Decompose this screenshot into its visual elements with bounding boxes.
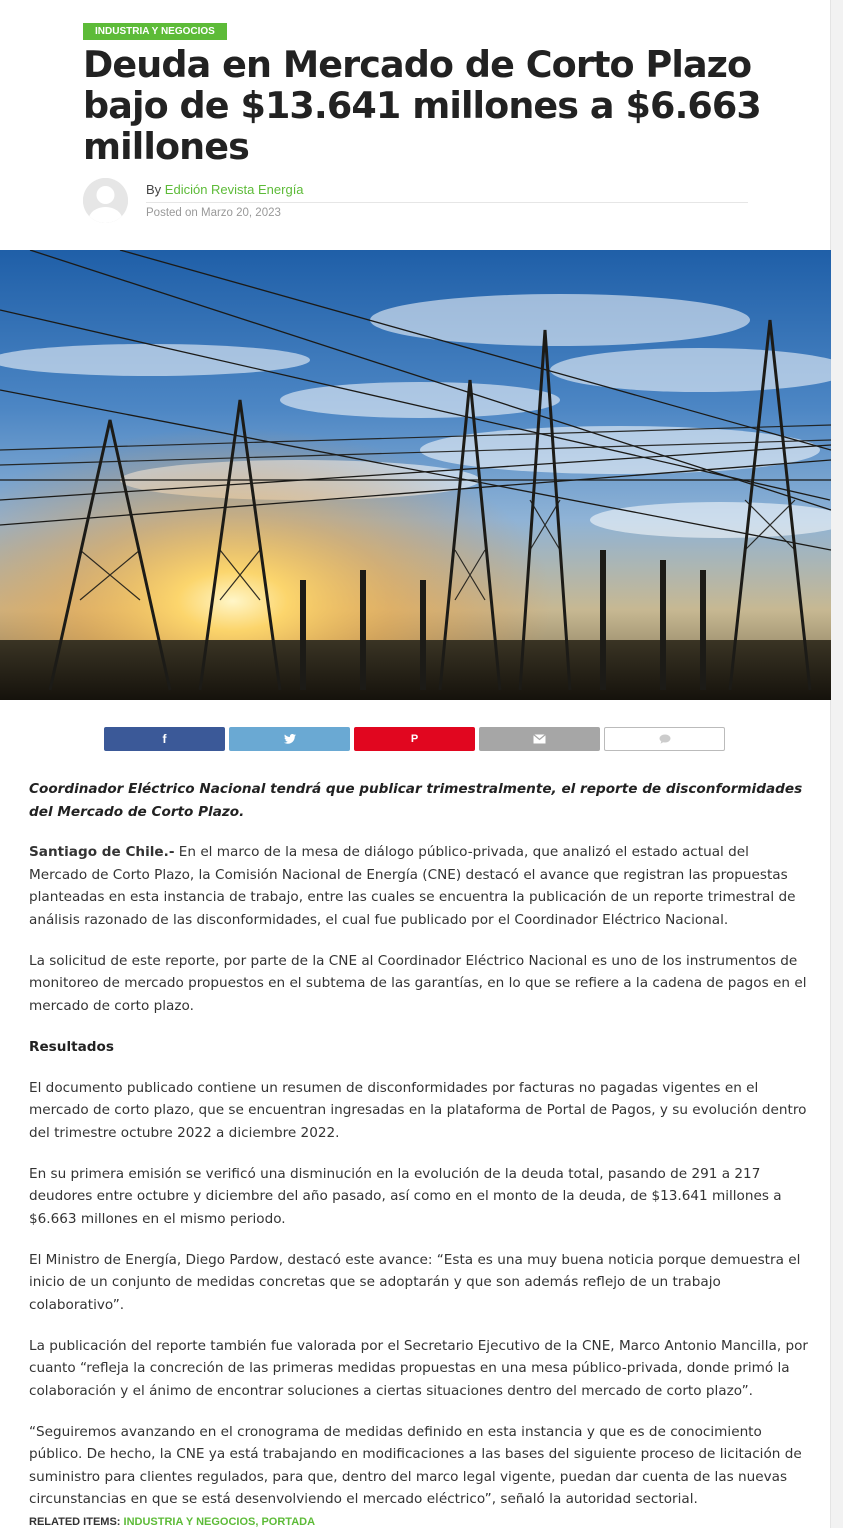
dateline: Santiago de Chile.- — [29, 844, 175, 860]
comment-icon — [659, 734, 671, 744]
article-paragraph: El documento publicado contiene un resumen de disconformidades por facturas no pagadas vigentes en el mercado de corto plazo, que se encuentran ingresadas en la plataforma de Portal de Pagos, y su evolución dentro del trimestre octubre 2022 a diciembre 2022. — [29, 1079, 807, 1141]
twitter-icon — [284, 734, 296, 744]
article-lead: Coordinador Eléctrico Nacional tendrá que publicar trimestralmente, el reporte de disconformidades del Mercado de Corto Plazo. — [29, 781, 803, 820]
article-paragraph: “Seguiremos avanzando en el cronograma de medidas definido en esta instancia y que es de conocimiento público. De hecho, la CNE ya está trabajando en modificaciones a las bases del siguiente proceso de licitación de suministro para clientes regulados, para que, dentro del marco legal vigente, puedan dar cuenta de las nuevas circunstancias en que se está desenvolviendo el mercado eléctrico”, señaló la autoridad sectorial. — [29, 1423, 802, 1507]
article-paragraph — [29, 841, 809, 931]
byline — [146, 182, 748, 203]
paragraph-text: En el marco de la mesa de diálogo público-privada, que analizó el estado actual del Mercado de Corto Plazo, la Comisión Nacional de Energía (CNE) destacó el avance que registran las propuestas planteadas en esta instancia de trabajo, entre las cuales se encuentra la publicación de un reporte trimestral de análisis razonado de las disconformidades, el cual fue publicado por el Coordinador Eléctrico Nacional. — [29, 844, 796, 928]
article-paragraph: La solicitud de este reporte, por parte de la CNE al Coordinador Eléctrico Nacional es uno de los instrumentos de monitoreo de mercado propuestos en el subtema de las garantías, en lo que se refiere a la cadena de pagos en el mercado de corto plazo. — [29, 952, 807, 1014]
power-substation-illustration — [0, 250, 831, 700]
hero-image — [0, 250, 831, 700]
article-paragraph: En su primera emisión se verificó una disminución en la evolución de la deuda total, pasando de 291 a 217 deudores entre octubre y diciembre del año pasado, así como en el monto de la deuda, de $13.641 millones a $6.663 millones en el mismo periodo. — [29, 1165, 782, 1227]
facebook-icon: f — [162, 732, 167, 746]
category-tag[interactable]: INDUSTRIA Y NEGOCIOS — [83, 23, 227, 40]
posted-date: Posted on Marzo 20, 2023 — [146, 207, 281, 219]
article-paragraph: El Ministro de Energía, Diego Pardow, destacó este avance: “Esta es una muy buena noticia porque demuestra el inicio de un conjunto de medidas concretas que se adoptarán y que son además reflejo de un trabajo colaborativo”. — [29, 1251, 801, 1313]
share-email-button[interactable] — [479, 727, 600, 751]
section-heading-resultados: Resultados — [29, 1038, 114, 1055]
share-twitter-button[interactable] — [229, 727, 350, 751]
email-icon — [533, 734, 546, 744]
share-pinterest-button[interactable] — [354, 727, 475, 751]
article-body — [29, 778, 809, 1529]
related-items-label: RELATED ITEMS: — [29, 1516, 121, 1528]
page-scrollbar[interactable] — [830, 0, 843, 1528]
share-facebook-button[interactable] — [104, 727, 225, 751]
author-avatar — [83, 178, 128, 223]
article-title: Deuda en Mercado de Corto Plazo bajo de $13.641 millones a $6.663 millones — [83, 43, 761, 168]
pinterest-icon: P — [410, 733, 419, 745]
related-items — [29, 1516, 315, 1528]
share-buttons — [104, 727, 727, 751]
article-paragraph: La publicación del reporte también fue valorada por el Secretario Ejecutivo de la CNE, Marco Antonio Mancilla, por cuanto “refleja la concreción de las primeras medidas propuestas en una mesa público-privada, donde primó la colaboración y el ánimo de encontrar soluciones a ciertas situaciones dentro del mercado de corto plazo”. — [29, 1337, 808, 1399]
author-link[interactable]: Edición Revista Energía — [164, 182, 304, 197]
user-silhouette-icon — [83, 178, 128, 223]
byline-prefix: By — [146, 182, 162, 197]
related-items-links[interactable]: INDUSTRIA Y NEGOCIOS, PORTADA — [123, 1516, 316, 1528]
share-comments-button[interactable] — [604, 727, 725, 751]
